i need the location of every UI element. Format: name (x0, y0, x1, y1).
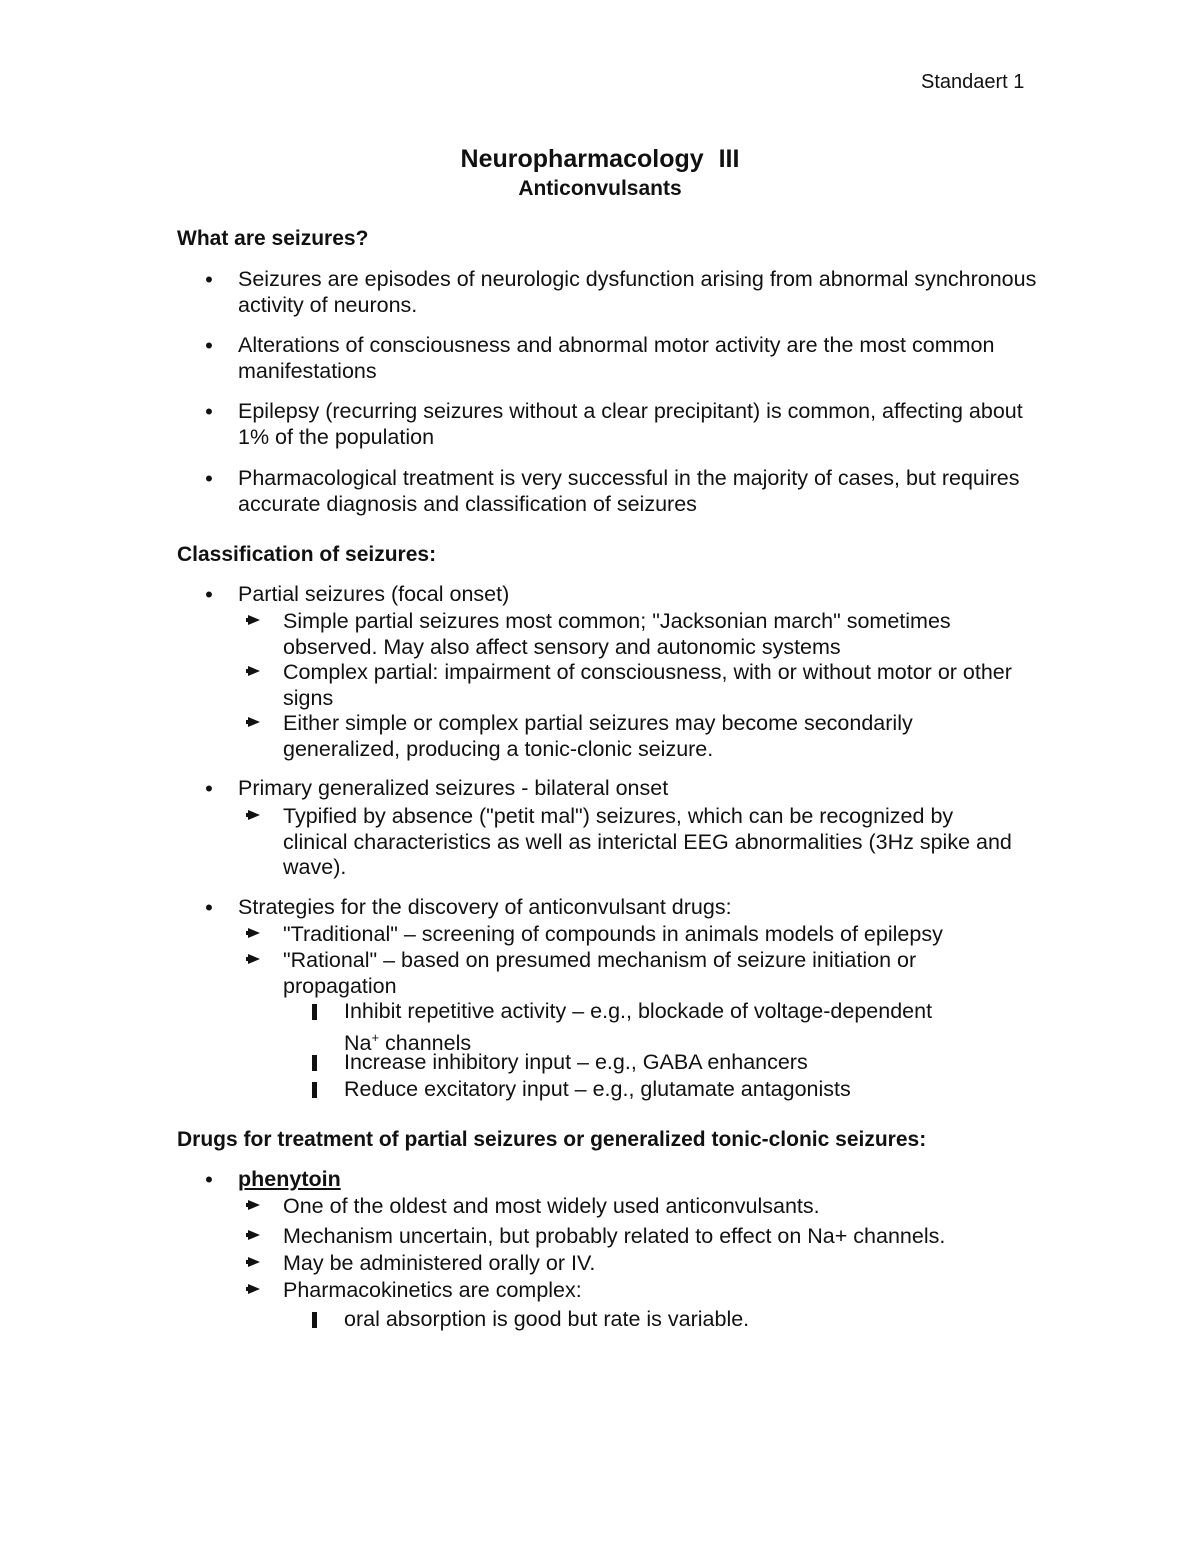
sub-bullet-item: Typified by absence ("petit mal") seizures, which can be recognized by clinical characteristics as well as interictal EEG abnormalities (3Hz spike and wave). (283, 804, 1023, 881)
sub-bullet-item: May be administered orally or IV. (283, 1251, 1023, 1277)
sub-bullet-item: "Rational" – based on presumed mechanism of seizure initiation or propagation (283, 948, 988, 999)
sub-bullet-item: Mechanism uncertain, but probably related to effect on Na+ channels. (283, 1224, 1043, 1250)
sub-bullet-item: "Traditional" – screening of compounds in animals models of epilepsy (283, 922, 1043, 948)
bullet-icon (202, 466, 216, 493)
arrow-bullet-icon (248, 615, 260, 625)
bullet-item-primary-generalized: • Primary generalized seizures - bilateral onset (238, 776, 1038, 802)
sub-sub-bullet-item: Inhibit repetitive activity – e.g., blockade of voltage-dependent Na+ channels (344, 999, 1004, 1056)
section-heading-classification: Classification of seizures: (177, 543, 437, 566)
bullet-item-phenytoin (238, 1167, 1038, 1193)
sub-bullet-item: Pharmacokinetics are complex: (283, 1278, 1023, 1304)
bullet-item: • Epilepsy (recurring seizures without a clear precipitant) is common, affecting about 1% of the population (238, 399, 1038, 450)
bullet-icon (202, 776, 216, 803)
sub-sub-bullet-item: oral absorption is good but rate is variable. (344, 1307, 1004, 1333)
bullet-item: • Alterations of consciousness and abnormal motor activity are the most common manifestations (238, 333, 1038, 384)
sub-bullet-item: Simple partial seizures most common; "Jacksonian march" sometimes observed. May also affect sensory and autonomic systems (283, 609, 1023, 660)
bullet-icon (202, 582, 216, 609)
sub-bullet-item: Either simple or complex partial seizures may become secondarily generalized, producing a tonic-clonic seizure. (283, 711, 983, 762)
bullet-icon (202, 399, 216, 426)
sub-sub-bullet-item: Reduce excitatory input – e.g., glutamate antagonists (344, 1077, 1004, 1103)
section-heading-drugs: Drugs for treatment of partial seizures or generalized tonic-clonic seizures: (177, 1128, 927, 1151)
bullet-item-partial-seizures: • Partial seizures (focal onset) (238, 582, 1038, 608)
square-bullet-icon (312, 1004, 317, 1020)
document-title: Neuropharmacology III (460, 145, 740, 173)
bullet-item-strategies: • Strategies for the discovery of anticonvulsant drugs: (238, 895, 1038, 921)
square-bullet-icon (312, 1055, 317, 1071)
arrow-bullet-icon (248, 928, 260, 938)
arrow-bullet-icon (248, 810, 260, 820)
bullet-item: • Pharmacological treatment is very successful in the majority of cases, but requires accurate diagnosis and classification of seizures (238, 466, 1038, 517)
square-bullet-icon (312, 1082, 317, 1098)
bullet-item: • Seizures are episodes of neurologic dysfunction arising from abnormal synchronous activity of neurons. (238, 267, 1038, 318)
drug-name-phenytoin: phenytoin (238, 1167, 341, 1191)
sub-bullet-item: Complex partial: impairment of consciousness, with or without motor or other signs (283, 660, 1028, 711)
bullet-icon (202, 1167, 216, 1194)
arrow-bullet-icon (248, 1230, 260, 1240)
square-bullet-icon (312, 1312, 317, 1328)
section-heading-what-are-seizures: What are seizures? (177, 227, 369, 250)
arrow-bullet-icon (248, 954, 260, 964)
arrow-bullet-icon (248, 717, 260, 727)
page-number-header: Standaert 1 (921, 71, 1025, 93)
arrow-bullet-icon (248, 1200, 260, 1210)
sub-bullet-item: One of the oldest and most widely used anticonvulsants. (283, 1194, 1023, 1220)
arrow-bullet-icon (248, 1284, 260, 1294)
arrow-bullet-icon (248, 1257, 260, 1267)
arrow-bullet-icon (248, 666, 260, 676)
bullet-icon (202, 895, 216, 922)
document-subtitle: Anticonvulsants (518, 177, 682, 200)
bullet-icon (202, 267, 216, 294)
bullet-icon (202, 333, 216, 360)
sub-sub-bullet-item: Increase inhibitory input – e.g., GABA enhancers (344, 1050, 1004, 1076)
